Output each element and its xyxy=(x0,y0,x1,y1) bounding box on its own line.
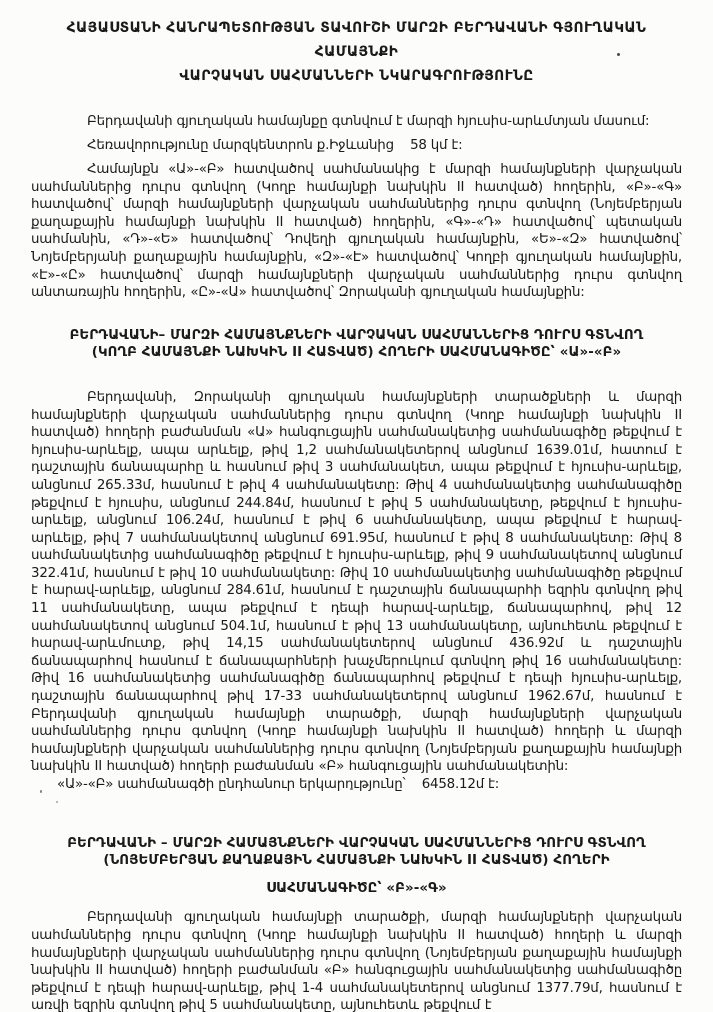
section-ab-body-paragraph: Բերդավանի, Զորականի գյուղական համայնքների տարածքների և մարզի համայնքների վարչական սահմաններից դուրս գտնվող (Կողբ համայնքի նախկին II հատված) հողերի բաժանման «Ա» հանգուցային սահմանակետից սահմանագիծը թեքվում է հյուսիս-արևելք, ապա արևելք, թիվ 1,2 սահմանակետերով անցնում 1639.01մ, հատում է դաշտային ճանապարհը և հասնում թիվ 3 սահմանակետ, ապա թեքվում է հյուսիս-արևելք, անցնում 265.33մ, հասնում է թիվ 4 սահմանակետը: Թիվ 4 սահմանակետից սահմանագիծը թեքվում է հյուսիս, անցնում 244.84մ, հասնում է թիվ 5 սահմանակետը, թեքվում է հյուսիս-արևելք, անցնում 106.24մ, հասնում է թիվ 6 սահմանակետը, ապա թեքվում է հարավ-արևելք, թիվ 7 սահմանակետով անցնում 691.95մ, հասնում է թիվ 8 սահմանակետը: Թիվ 8 սահմանակետից սահմանագիծը թեքվում է հյուսիս-արևելք, թիվ 9 սահմանակետով անցնում 322.41մ, հասնում է թիվ 10 սահմանակետը: Թիվ 10 սահմանակետից սահմանագիծը թեքվում է հարավ-արևելք, անցնում 284.61մ, հասնում է դաշտային ճանապարհի եզրին գտնվող թիվ 11 սահմանակետը, ապա թեքվում է դեպի հարավ-արևելք, ճանապարհով, թիվ 12 սահմանակետով անցնում 504.1մ, հասնում է թիվ 13 սահմանակետը, այնուհետև թեքվում է հարավ-արևմուտք, թիվ 14,15 սահմանակետերով անցնում 436.92մ և դաշտային ճանապարհով հասնում է ճանապարհների խաչմերուկում գտնվող թիվ 16 սահմանակետը: Թիվ 16 սահմանակետից սահմանագիծը ճանապարհով թեքվում է դեպի հյուսիս-արևելք, դաշտային ճանապարհով թիվ 17-33 սահմանակետերով անցնում 1962.67մ, հասնում է Բերդավանի գյուղական համայնքի տարածքի, մարզի համայնքների վարչական սահմաններից դուրս գտնվող (Կողբ համայնքի նախկին II հատված) հողերի և մարզի համայնքների վարչական սահմաններից դուրս գտնվող (Նոյեմբերյան քաղաքային համայնքի նախկին II հատված) հողերի բաժանման «Բ» հանգուցային սահմանակետին: xyxy=(31,389,682,775)
section-ab-total-length: «Ա»-«Բ» սահմանագծի ընդհանուր երկարությունը՝ 6458.12մ է: xyxy=(57,777,500,792)
section-bg-body-paragraph: Բերդավանի գյուղական համայնքի տարածքի, մարզի համայնքների վարչական սահմաններից դուրս գտնվող (Կողբ համայնքի նախկին II հատված) հողերի և մարզի համայնքների վարչական սահմաններից դուրս գտնվող (Նոյեմբերյան քաղաքային համայնքի նախկին II հատված) հողերի բաժանման «Բ» հանգուցային սահմանակետից սահմանագիծը թեքվում է դեպի հարավ-արևելք, թիվ 1-4 սահմանակետերով անցնում 1377.79մ, հասնում է առվի եզրին գտնվող թիվ 5 սահմանակետը, այնուհետև թեքվում է xyxy=(31,910,682,1012)
intro-borders-paragraph: Համայնքն «Ա»-«Բ» հատվածով սահմանակից է մարզի համայնքների վարչական սահմաններից դուրս գտնվող (Կողբ համայնքի նախկին II հատված) հողերին, «Բ»-«Գ» հատվածով՝ մարզի համայնքների վարչական սահմաններից դուրս գտնվող (Նոյեմբերյան քաղաքային համայնքի նախկին II հատված) հողերին, «Գ»-«Դ» հատվածով՝ պետական սահմանին, «Դ»-«Ե» հատվածով՝ Դովեղի գյուղական համայնքին, «Ե»-«Զ» հատվածով՝ Նոյեմբերյանի քաղաքային համայնքին, «Զ»-«Է» հատվածով՝ Կողբի գյուղական համայնքին, «Է»-«Ը» հատվածով՝ մարզի համայնքների վարչական սահմաններից դուրս գտնվող անտառային հողերին, «Ը»-«Ա» հատվածով՝ Զորականի գյուղական համայնքին: xyxy=(31,162,682,301)
section-bg-heading-line3: ՍԱՀՄԱՆԱԳԻԾԸ՝ «Բ»-«Գ» xyxy=(266,880,447,896)
intro-location-paragraph: Բերդավանի գյուղական համայնքը գտնվում է մարզի հյուսիս-արևմտյան մասում: xyxy=(87,114,650,129)
section-bg-heading-line2: (ՆՈՅԵՄԲԵՐՅԱՆ ՔԱՂԱՔԱՅԻՆ ՀԱՄԱՅՆՔԻ ՆԱԽԿԻՆ II ՀԱՏՎԱԾ) ՀՈՂԵՐԻ xyxy=(103,853,610,869)
document-title-line2: ՎԱՐՉԱԿԱՆ ՍԱՀՄԱՆՆԵՐԻ ՆԿԱՐԱԳՐՈՒԹՅՈՒՆԸ xyxy=(179,68,534,84)
section-bg-heading xyxy=(31,835,682,898)
intro-distance-paragraph: Հեռավորությունը մարզկենտրոն ք.Իջևանից 58 կմ է: xyxy=(87,138,463,153)
section-bg-heading-line1: ԲԵՐԴԱՎԱՆԻ – ՄԱՐԶԻ ՀԱՄԱՅՆՔՆԵՐԻ ՎԱՐՉԱԿԱՆ ՍԱՀՄԱՆՆԵՐԻՑ ԴՈՒՐՍ ԳՏՆՎՈՂ xyxy=(67,835,646,851)
document-title xyxy=(31,0,682,88)
section-ab-heading xyxy=(31,327,682,362)
document-title-line1: ՀԱՅԱՍՏԱՆԻ ՀԱՆՐԱՊԵՏՈՒԹՅԱՆ ՏԱՎՈՒՇԻ ՄԱՐԶԻ ԲԵՐԴԱՎԱՆԻ ԳՅՈՒՂԱԿԱՆ ՀԱՄԱՅՆՔԻ xyxy=(66,20,647,60)
section-ab-heading-line2: (ԿՈՂԲ ՀԱՄԱՅՆՔԻ ՆԱԽԿԻՆ II ՀԱՏՎԱԾ) ՀՈՂԵՐԻ ՍԱՀՄԱՆԱԳԻԾԸ՝ «Ա»-«Բ» xyxy=(91,345,622,361)
section-ab-heading-line1: ԲԵՐԴԱՎԱՆԻ– ՄԱՐԶԻ ՀԱՄԱՅՆՔՆԵՐԻ ՎԱՐՉԱԿԱՆ ՍԱՀՄԱՆՆԵՐԻՑ ԴՈՒՐՍ ԳՏՆՎՈՂ xyxy=(69,327,644,343)
